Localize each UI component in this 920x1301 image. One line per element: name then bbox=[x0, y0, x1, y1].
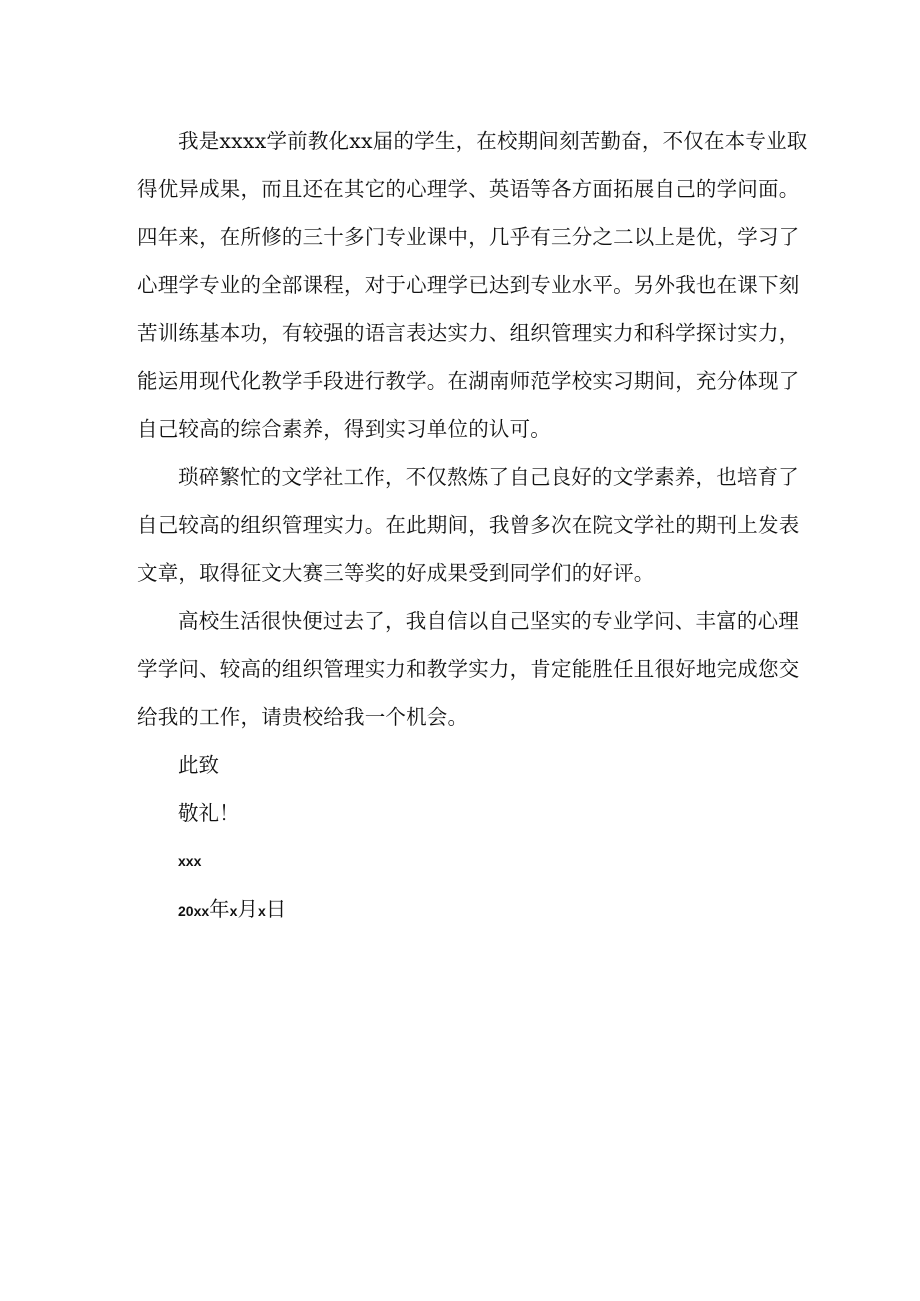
letter-date bbox=[137, 885, 787, 935]
date-month-suffix: 月 bbox=[237, 897, 258, 921]
paragraph-line: 苦训练基本功，有较强的语言表达实力、组织管理实力和科学探讨实力， bbox=[137, 321, 800, 345]
closing-respect: 敬礼！ bbox=[178, 801, 240, 825]
closing-salutation: 此致 bbox=[178, 753, 219, 777]
paragraph-line: 高校生活很快便过去了，我自信以自己坚实的专业学问、丰富的心理 bbox=[178, 609, 799, 633]
paragraph-2 bbox=[137, 453, 800, 597]
paragraph-3 bbox=[137, 597, 800, 741]
date-year: 20xx bbox=[178, 903, 210, 919]
paragraph-line: 四年来，在所修的三十多门专业课中，几乎有三分之二以上是优，学习了 bbox=[137, 225, 800, 249]
paragraph-line: 我是xxxx学前教化xx届的学生，在校期间刻苦勤奋，不仅在本专业取 bbox=[178, 129, 808, 153]
paragraph-line: 学学问、较高的组织管理实力和教学实力，肯定能胜任且很好地完成您交 bbox=[137, 657, 800, 681]
date-year-suffix: 年 bbox=[209, 897, 230, 921]
paragraph-line: 自己较高的组织管理实力。在此期间，我曾多次在院文学社的期刊上发表 bbox=[137, 513, 800, 537]
paragraph-line: 自己较高的综合素养，得到实习单位的认可。 bbox=[137, 417, 551, 441]
paragraph-line: 琐碎繁忙的文学社工作，不仅熬炼了自己良好的文学素养，也培育了 bbox=[178, 465, 799, 489]
paragraph-line: 文章，取得征文大赛三等奖的好成果受到同学们的好评。 bbox=[137, 561, 655, 585]
paragraph-1 bbox=[137, 117, 808, 453]
signature: xxx bbox=[178, 853, 202, 869]
paragraph-line: 能运用现代化教学手段进行教学。在湖南师范学校实习期间，充分体现了 bbox=[137, 369, 800, 393]
paragraph-line: 心理学专业的全部课程，对于心理学已达到专业水平。另外我也在课下刻 bbox=[137, 273, 800, 297]
date-day-suffix: 日 bbox=[265, 897, 287, 921]
date-month: x bbox=[229, 903, 238, 919]
date-day: x bbox=[257, 903, 266, 919]
paragraph-line: 得优异成果，而且还在其它的心理学、英语等各方面拓展自己的学问面。 bbox=[137, 177, 800, 201]
letter-body bbox=[137, 117, 808, 935]
paragraph-line: 给我的工作，请贵校给我一个机会。 bbox=[137, 705, 469, 729]
